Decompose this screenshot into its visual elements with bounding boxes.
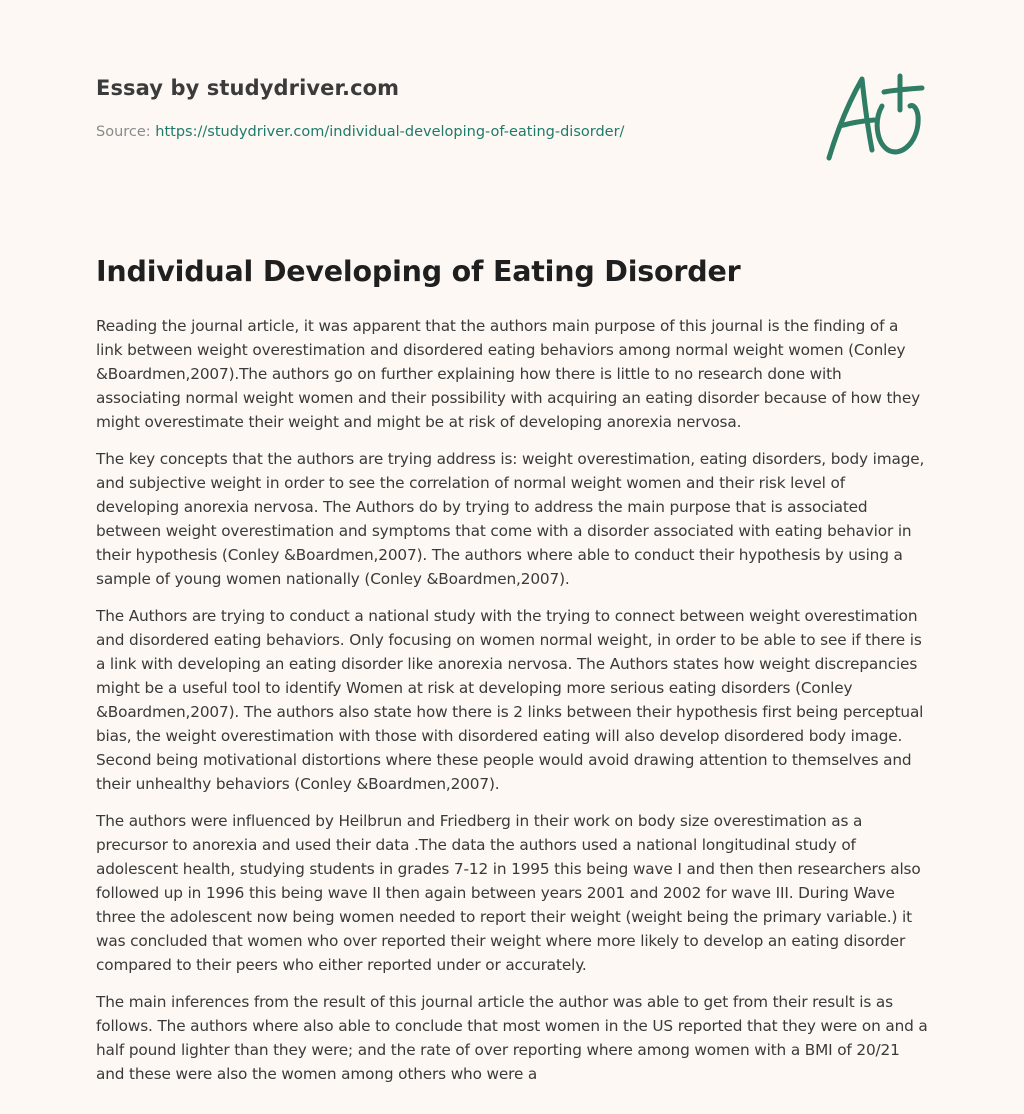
essay-body [96, 314, 928, 1099]
essay-paragraph: The key concepts that the authors are trying address is: weight overestimation, eating disorders, body image, and subjective weight in order to see the correlation of normal weight women and their risk level of developing anorexia nervosa. The Authors do by trying to address the main purpose that is associated between weight overestimation and symptoms that come with a disorder associated with eating behavior in their hypothesis (Conley &Boardmen,2007). The authors where able to conduct their hypothesis by using a sample of young women nationally (Conley &Boardmen,2007). [96, 450, 925, 588]
essay-paragraph: The authors were influenced by Heilbrun and Friedberg in their work on body size overestimation as a precursor to anorexia and used their data .The data the authors used a national longitudinal study of adolescent health, studying students in grades 7-12 in 1995 this being wave I and then then researchers also followed up in 1996 this being wave II then again between years 2001 and 2002 for wave III. During Wave three the adolescent now being women needed to report their weight (weight being the primary variable.) it was concluded that women who over reported their weight where more likely to develop an eating disorder compared to their peers who either reported under or accurately. [96, 812, 921, 974]
a-plus-grade-icon [818, 66, 930, 168]
source-link[interactable]: https://studydriver.com/individual-developing-of-eating-disorder/ [155, 124, 625, 140]
essay-paragraph: The Authors are trying to conduct a national study with the trying to connect between weight overestimation and disordered eating behaviors. Only focusing on women normal weight, in order to be able to see if there is a link with developing an eating disorder like anorexia nervosa. The Authors states how weight discrepancies might be a useful tool to identify Women at risk at developing more serious eating disorders (Conley &Boardmen,2007). The authors also state how there is 2 links between their hypothesis first being perceptual bias, the weight overestimation with those with disordered eating will also develop disordered body image. Second being motivational distortions where these people would avoid drawing attention to themselves and their unhealthy behaviors (Conley &Boardmen,2007). [96, 607, 924, 793]
page-title: Individual Developing of Eating Disorder [96, 255, 741, 288]
site-brand: Essay by studydriver.com [96, 76, 400, 100]
source-label: Source: [96, 124, 151, 140]
essay-paragraph: The main inferences from the result of this journal article the author was able to get from their result is as follows. The authors where also able to conclude that most women in the US reported that they were on and a half pound lighter than they were; and the rate of over reporting where among women with a BMI of 20/21 and these were also the women among others who were a [96, 993, 928, 1083]
essay-paragraph: Reading the journal article, it was apparent that the authors main purpose of this journal is the finding of a link between weight overestimation and disordered eating behaviors among normal weight women (Conley &Boardmen,2007).The authors go on further explaining how there is little to no research done with associating normal weight women and their possibility with acquiring an eating disorder because of how they might overestimate their weight and might be at risk of developing anorexia nervosa. [96, 317, 920, 431]
source-line [96, 124, 624, 140]
